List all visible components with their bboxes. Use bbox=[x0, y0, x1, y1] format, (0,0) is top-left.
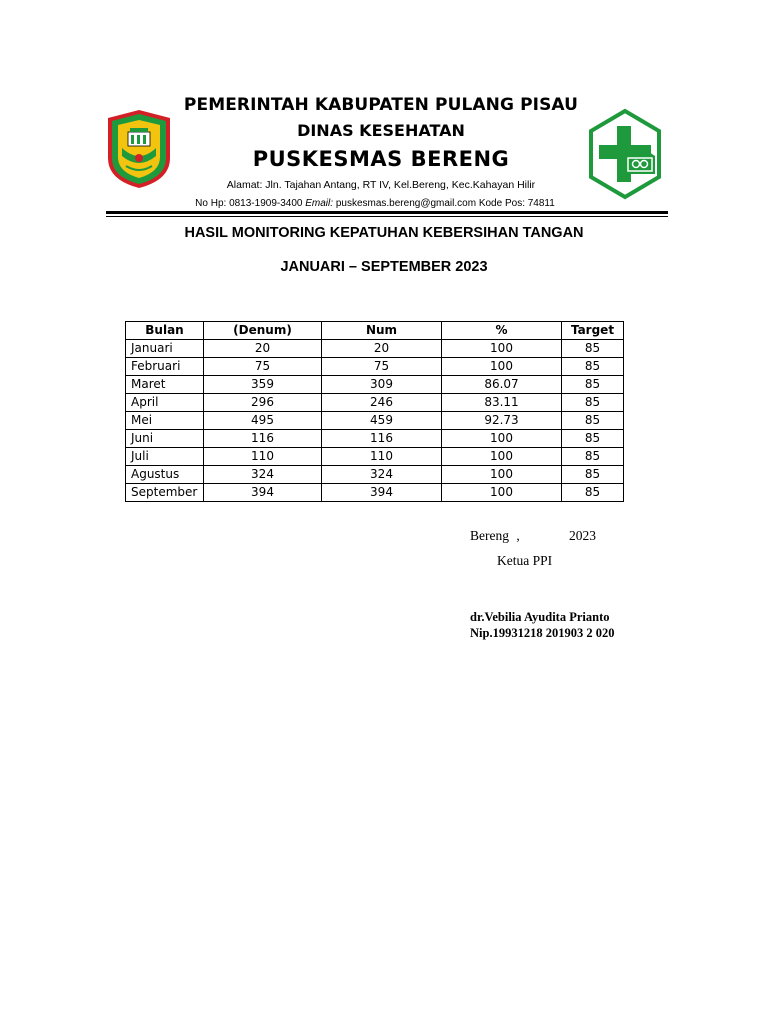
cell-num: 324 bbox=[322, 466, 442, 484]
address-line: Alamat: Jln. Tajahan Antang, RT IV, Kel.Bereng, Kec.Kahayan Hilir bbox=[226, 179, 536, 191]
report-period: JANUARI – SEPTEMBER 2023 bbox=[280, 259, 488, 275]
cell-num: 20 bbox=[322, 340, 442, 358]
cell-percent: 100 bbox=[442, 466, 562, 484]
cell-percent: 100 bbox=[442, 430, 562, 448]
postal-code: Kode Pos: 74811 bbox=[478, 198, 555, 209]
cell-denum: 116 bbox=[204, 430, 322, 448]
header-denum: (Denum) bbox=[204, 322, 322, 340]
cell-target: 85 bbox=[562, 340, 624, 358]
table-row bbox=[126, 412, 624, 430]
cell-denum: 20 bbox=[204, 340, 322, 358]
regency-coat-of-arms-icon bbox=[104, 108, 174, 190]
cell-num: 246 bbox=[322, 394, 442, 412]
signature-place bbox=[470, 528, 520, 544]
header-bulan: Bulan bbox=[126, 322, 204, 340]
government-name: PEMERINTAH KABUPATEN PULANG PISAU bbox=[183, 95, 579, 115]
cell-target: 85 bbox=[562, 412, 624, 430]
signature-city: Bereng bbox=[470, 528, 509, 543]
signature-comma: , bbox=[516, 528, 520, 543]
cell-target: 85 bbox=[562, 448, 624, 466]
header-target: Target bbox=[562, 322, 624, 340]
cell-denum: 394 bbox=[204, 484, 322, 502]
signer-name: dr.Vebilia Ayudita Prianto bbox=[470, 610, 610, 624]
cell-denum: 324 bbox=[204, 466, 322, 484]
cell-denum: 359 bbox=[204, 376, 322, 394]
cell-target: 85 bbox=[562, 376, 624, 394]
cell-target: 85 bbox=[562, 358, 624, 376]
cell-bulan: Juni bbox=[126, 430, 204, 448]
puskesmas-logo-icon bbox=[588, 108, 662, 200]
table-row bbox=[126, 358, 624, 376]
cell-denum: 495 bbox=[204, 412, 322, 430]
letterhead-divider bbox=[106, 211, 668, 214]
cell-num: 75 bbox=[322, 358, 442, 376]
cell-denum: 296 bbox=[204, 394, 322, 412]
table-row bbox=[126, 376, 624, 394]
cell-percent: 92.73 bbox=[442, 412, 562, 430]
signature-year: 2023 bbox=[569, 528, 596, 543]
letterhead-divider-thin bbox=[106, 216, 668, 217]
cell-target: 85 bbox=[562, 394, 624, 412]
contact-line bbox=[90, 196, 660, 212]
cell-target: 85 bbox=[562, 484, 624, 502]
header-percent: % bbox=[442, 322, 562, 340]
cell-bulan: April bbox=[126, 394, 204, 412]
cell-percent: 100 bbox=[442, 340, 562, 358]
cell-denum: 110 bbox=[204, 448, 322, 466]
cell-bulan: Maret bbox=[126, 376, 204, 394]
email-address: puskesmas.bereng@gmail.com bbox=[335, 198, 477, 209]
phone-label: No Hp: bbox=[195, 198, 227, 209]
email-label: Email: bbox=[305, 198, 334, 209]
monitoring-table bbox=[125, 321, 624, 502]
cell-num: 309 bbox=[322, 376, 442, 394]
cell-num: 394 bbox=[322, 484, 442, 502]
cell-bulan: Agustus bbox=[126, 466, 204, 484]
table-row bbox=[126, 466, 624, 484]
cell-denum: 75 bbox=[204, 358, 322, 376]
department-name: DINAS KESEHATAN bbox=[297, 121, 465, 140]
cell-target: 85 bbox=[562, 466, 624, 484]
cell-num: 110 bbox=[322, 448, 442, 466]
report-title: HASIL MONITORING KEPATUHAN KEBERSIHAN TANGAN bbox=[184, 225, 584, 241]
letterhead bbox=[100, 88, 668, 218]
cell-target: 85 bbox=[562, 430, 624, 448]
header-num: Num bbox=[322, 322, 442, 340]
letterhead-text bbox=[176, 94, 586, 209]
cell-bulan: Juli bbox=[126, 448, 204, 466]
cell-percent: 100 bbox=[442, 448, 562, 466]
signature-role: Ketua PPI bbox=[497, 553, 553, 568]
cell-percent: 83.11 bbox=[442, 394, 562, 412]
cell-num: 459 bbox=[322, 412, 442, 430]
institution-name: PUSKESMAS BERENG bbox=[252, 147, 510, 171]
table-header-row bbox=[126, 322, 624, 340]
cell-bulan: September bbox=[126, 484, 204, 502]
cell-bulan: Januari bbox=[126, 340, 204, 358]
table-row bbox=[126, 340, 624, 358]
phone-number: 0813-1909-3400 bbox=[229, 198, 303, 209]
table-row bbox=[126, 448, 624, 466]
cell-percent: 86.07 bbox=[442, 376, 562, 394]
table-row bbox=[126, 430, 624, 448]
signer-nip: Nip.19931218 201903 2 020 bbox=[470, 626, 615, 640]
cell-percent: 100 bbox=[442, 484, 562, 502]
table-row bbox=[126, 394, 624, 412]
cell-percent: 100 bbox=[442, 358, 562, 376]
cell-bulan: Mei bbox=[126, 412, 204, 430]
cell-num: 116 bbox=[322, 430, 442, 448]
table-row bbox=[126, 484, 624, 502]
cell-bulan: Februari bbox=[126, 358, 204, 376]
